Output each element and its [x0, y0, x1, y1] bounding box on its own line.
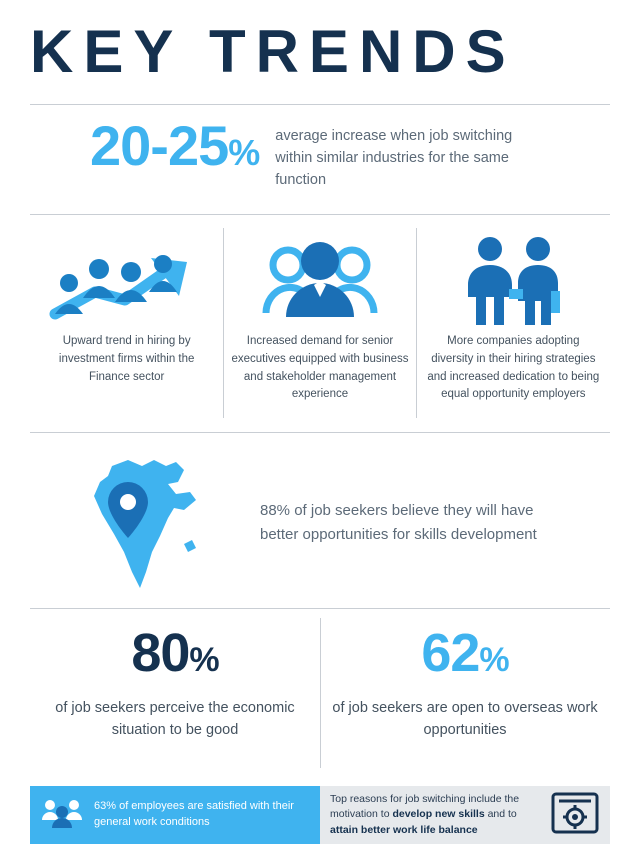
footer-right-panel — [320, 786, 610, 844]
stat-percent: % — [479, 641, 509, 679]
gear-box-icon — [550, 791, 600, 840]
page-title: KEY TRENDS — [30, 18, 516, 85]
stat-percent: % — [189, 641, 219, 679]
top-stat-percent: % — [228, 132, 260, 173]
footer-left-text: 63% of employees are satisfied with their general work conditions — [94, 800, 294, 828]
column-diversity — [417, 228, 610, 423]
stat-62-percent — [320, 618, 610, 768]
stat-number: 62 — [421, 623, 480, 683]
column-caption: Upward trend in hiring by investment firms within the Finance sector — [58, 335, 195, 383]
stat-value — [131, 623, 219, 683]
stat-value — [421, 623, 509, 683]
map-block — [30, 440, 610, 605]
column-caption: Increased demand for senior executives equipped with business and stakeholder management experience — [231, 335, 409, 401]
executive-person-group-icon — [260, 228, 380, 333]
stat-caption: of job seekers perceive the economic situation to be good — [55, 700, 295, 738]
footer-left-panel — [30, 786, 320, 844]
footer-right-text-bold1: develop new skills — [392, 808, 485, 821]
divider-vertical-2 — [416, 228, 417, 418]
map-block-text: 88% of job seekers believe they will have better opportunities for skills development — [260, 502, 537, 543]
people-group-icon — [40, 796, 86, 835]
column-hiring-trend — [30, 228, 223, 423]
stat-caption: of job seekers are open to overseas work opportunities — [332, 700, 598, 738]
column-senior-executives — [223, 228, 416, 423]
stat-80-percent — [30, 618, 320, 768]
three-column-block — [30, 228, 610, 423]
top-stat-block — [30, 114, 610, 191]
diversity-man-woman-icon — [453, 228, 573, 333]
divider-4 — [30, 608, 610, 609]
footer-right-text-bold2: attain better work life balance — [330, 823, 478, 836]
divider-1 — [30, 104, 610, 105]
divider-2 — [30, 214, 610, 215]
top-stat-value — [90, 114, 260, 177]
top-stat-number: 20-25 — [90, 114, 229, 177]
footer-block — [30, 786, 610, 844]
stat-number: 80 — [131, 623, 190, 683]
divider-vertical-3 — [320, 618, 321, 768]
divider-vertical-1 — [223, 228, 224, 418]
footer-right-text-part1: Top reasons for job switching include the motivation to — [330, 793, 520, 821]
team-growth-arrow-icon — [47, 228, 207, 333]
footer-right-text-part2: and to — [484, 808, 517, 821]
footer-right-text — [330, 792, 544, 838]
divider-3 — [30, 432, 610, 433]
column-caption: More companies adopting diversity in their hiring strategies and increased dedication to being equal opportunity employers — [427, 335, 600, 401]
top-stat-description: average increase when job switching within similar industries for the same function — [275, 128, 513, 188]
india-map-pin-icon — [30, 448, 260, 598]
